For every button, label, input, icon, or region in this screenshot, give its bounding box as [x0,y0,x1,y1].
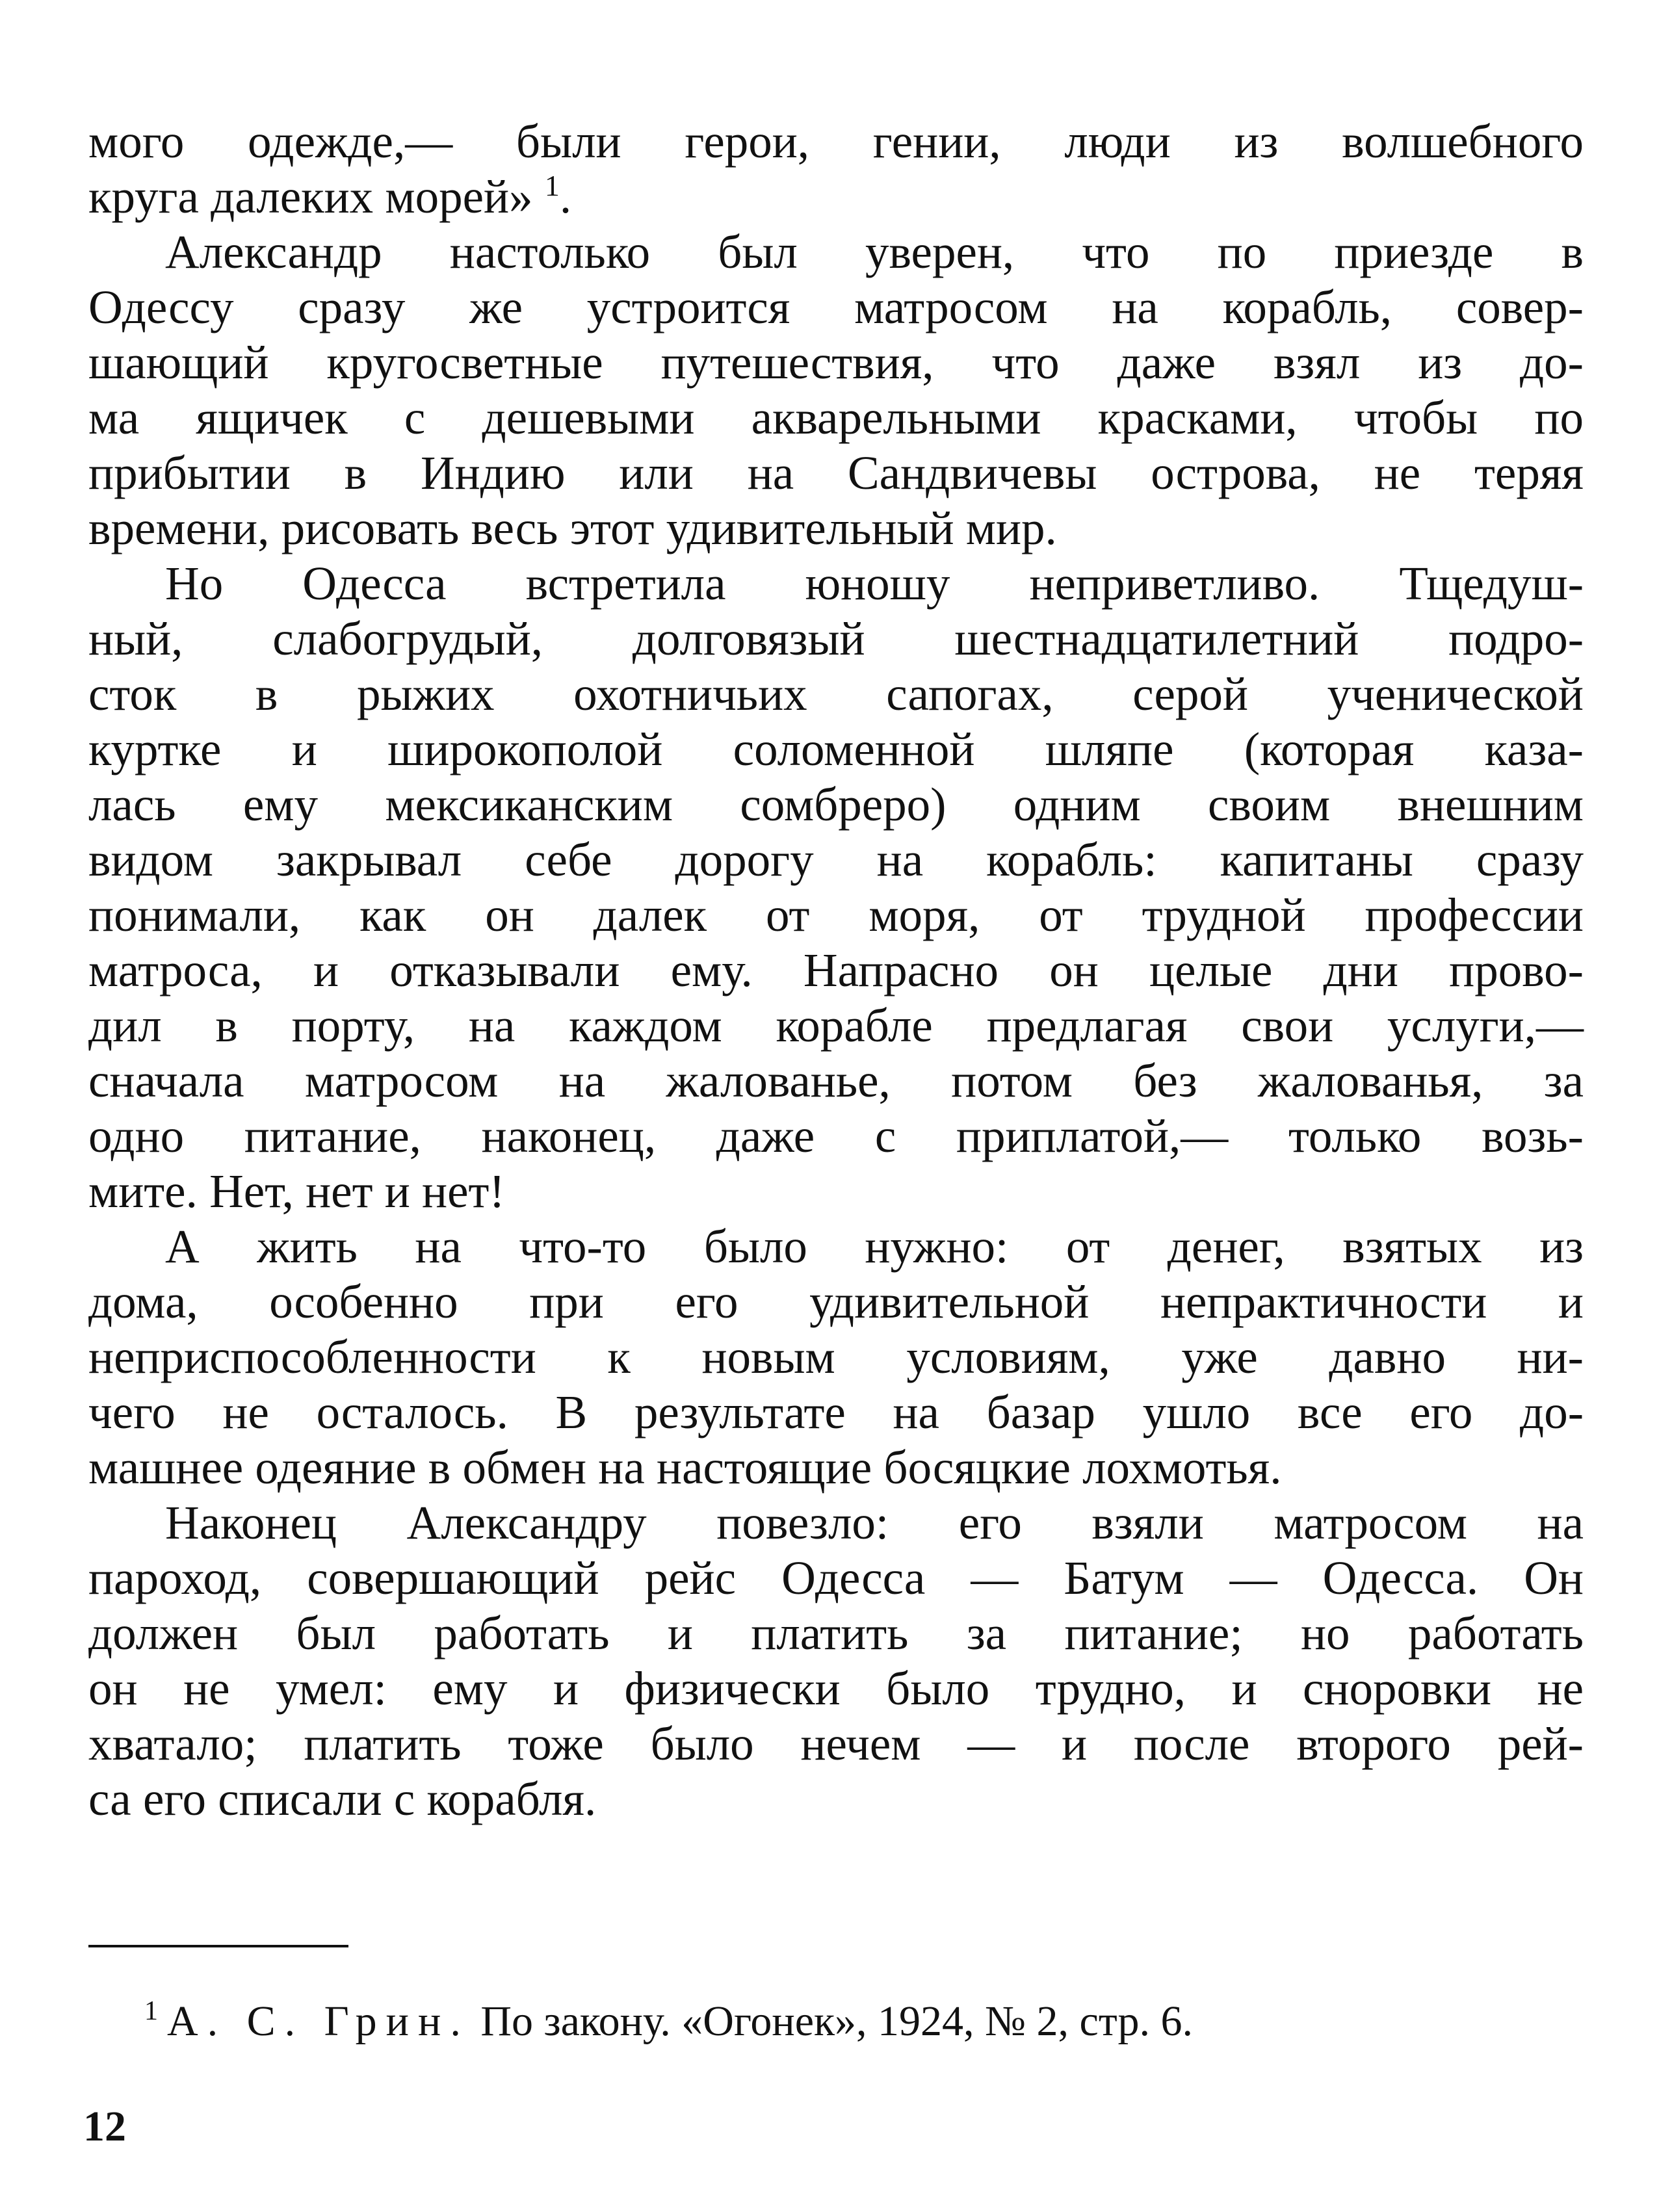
text-line: шающий кругосветные путешествия, что даже взял из до- [88,336,1584,389]
paragraph [88,114,1584,224]
text-line: ма ящичек с дешевыми акварельными красками, чтобы по [88,391,1584,444]
footnote-author: А. С. Грин. [167,1997,470,2045]
text-line: видом закрывал себе дорогу на корабль: капитаны сразу [88,833,1584,886]
page-number: 12 [83,2103,126,2150]
footnote [144,1996,1193,2048]
text-line: ный, слабогрудый, долговязый шестнадцатилетний подро- [88,612,1584,665]
text-line: дома, особенно при его удивительной непрактичности и [88,1275,1584,1328]
text-line: лась ему мексиканским сомбреро) одним своим внешним [88,778,1584,831]
footnote-divider [88,1945,348,1947]
text-line: он не умел: ему и физически было трудно, и сноровки не [88,1662,1584,1715]
paragraph [88,1495,1584,1827]
text-line: неприспособленности к новым условиям, уже давно ни- [88,1331,1584,1383]
text-line: куртке и широкополой соломенной шляпе (которая каза- [88,723,1584,775]
paragraph [88,224,1584,556]
text-line: мого одежде,— были герои, гении, люди из волшебного [88,115,1584,168]
text-line: одно питание, наконец, даже с приплатой,— только возь- [88,1110,1584,1162]
main-text [88,114,1584,1827]
text-line: времени, рисовать весь этот удивительный мир. [88,502,1057,554]
text-line: мите. Нет, нет и нет! [88,1165,505,1217]
text-line: Одессу сразу же устроится матросом на корабль, совер- [88,281,1584,333]
footnote-mark: 1 [144,1996,158,2026]
text-line: понимали, как он далек от моря, от трудной профессии [88,889,1584,941]
footnote-reference: 1 [544,169,560,202]
text-line: А жить на что-то было нужно: от денег, взятых из [165,1220,1584,1273]
text-line: Александр настолько был уверен, что по приезде в [165,226,1584,278]
text-line: круга далеких морей» $^1$. [88,169,572,223]
text-line: должен был работать и платить за питание; но работать [88,1607,1584,1659]
footnote-text: По закону. «Огонек», 1924, № 2, стр. 6. [480,1997,1193,2045]
text-line: Но Одесса встретила юношу неприветливо. Тщедуш- [165,557,1584,610]
text-line: дил в порту, на каждом корабле предлагая свои услуги,— [88,999,1584,1052]
text-line: матроса, и отказывали ему. Напрасно он целые дни прово- [88,944,1584,996]
text-line: Наконец Александру повезло: его взяли матросом на [165,1496,1584,1549]
text-line: сток в рыжих охотничьих сапогах, серой ученической [88,668,1584,720]
text-line: сначала матросом на жалованье, потом без жалованья, за [88,1054,1584,1107]
text-line: чего не осталось. В результате на базар ушло все его до- [88,1386,1584,1438]
text-line: машнее одеяние в обмен на настоящие босяцкие лохмотья. [88,1441,1282,1494]
text-line: прибытии в Индию или на Сандвичевы острова, не теряя [88,447,1584,499]
paragraph [88,1219,1584,1495]
paragraph [88,556,1584,1219]
text-line: са его списали с корабля. [88,1773,597,1825]
text-line: пароход, совершающий рейс Одесса — Батум — Одесса. Он [88,1552,1584,1604]
text-line: хватало; платить тоже было нечем — и после второго рей- [88,1717,1584,1770]
